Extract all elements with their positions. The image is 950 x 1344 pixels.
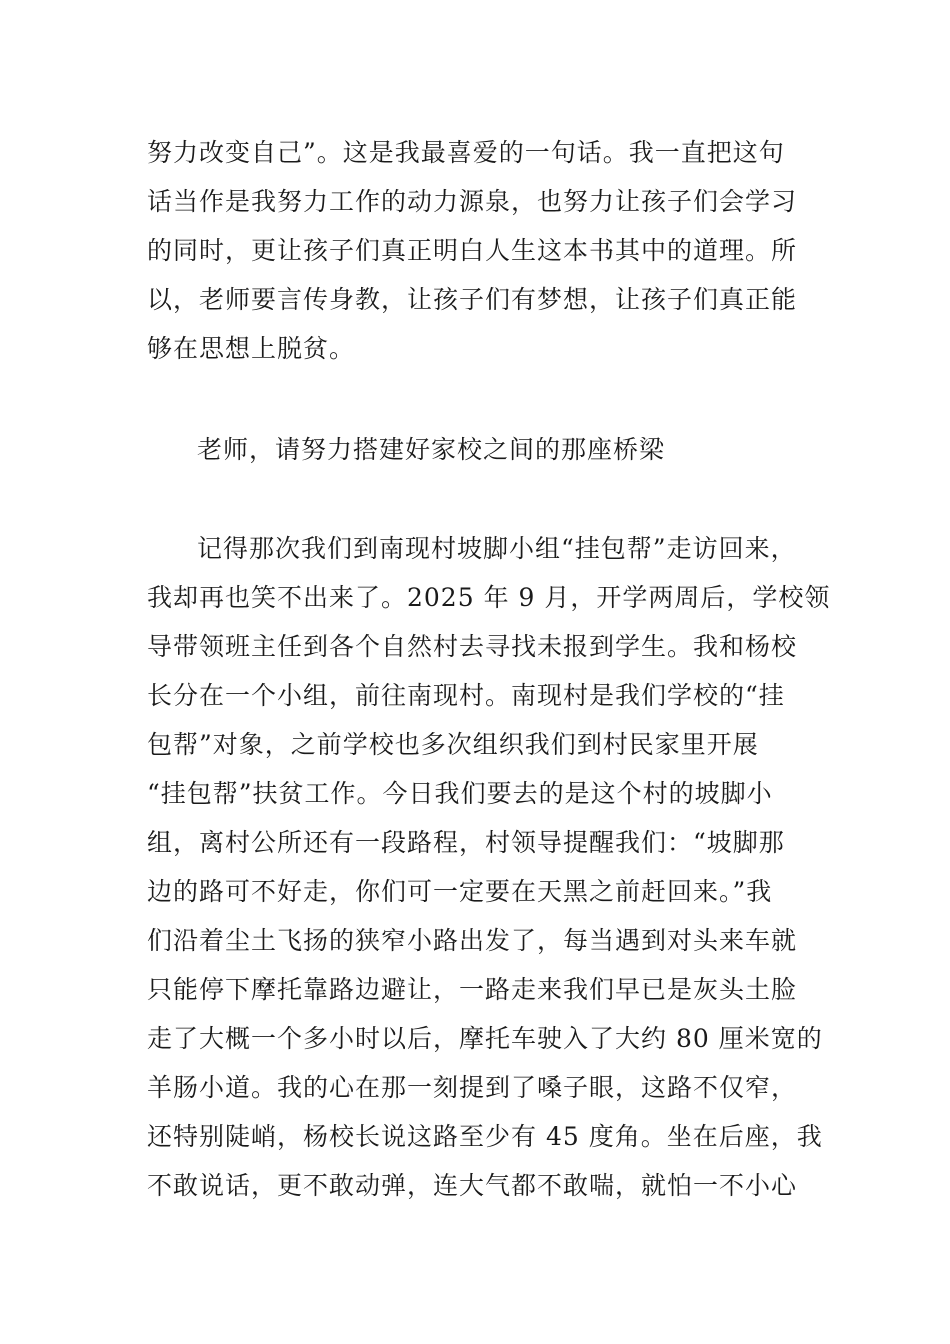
section-heading [147, 425, 817, 474]
text-line: 的同时，更让孩子们真正明白人生这本书其中的道理。所 [147, 236, 798, 265]
text-line: 边的路可不好走，你们可一定要在天黑之前赶回来。”我 [147, 877, 773, 906]
text-line: 羊肠小道。我的心在那一刻提到了嗓子眼，这路不仅窄， [147, 1073, 798, 1102]
text-line: 努力改变自己”。这是我最喜爱的一句话。我一直把这句 [147, 138, 785, 167]
text-line: 包帮”对象，之前学校也多次组织我们到村民家里开展 [147, 730, 759, 759]
text-line: “挂包帮”扶贫工作。今日我们要去的是这个村的坡脚小 [147, 779, 773, 808]
text-line: 长分在一个小组，前往南现村。南现村是我们学校的“挂 [147, 681, 785, 710]
text-line: 够在思想上脱贫。 [147, 334, 356, 363]
text-line: 记得那次我们到南现村坡脚小组“挂包帮”走访回来， [197, 534, 797, 563]
text-line: 组，离村公所还有一段路程，村领导提醒我们：“坡脚那 [147, 828, 785, 857]
text-line: 不敢说话，更不敢动弹，连大气都不敢喘，就怕一不小心 [147, 1171, 798, 1200]
text-line: 还特别陡峭，杨校长说这路至少有 45 度角。坐在后座，我 [147, 1122, 823, 1151]
text-line: 话当作是我努力工作的动力源泉，也努力让孩子们会学习 [147, 187, 798, 216]
paragraph-story [147, 524, 831, 1210]
text-line: 以，老师要言传身教，让孩子们有梦想，让孩子们真正能 [147, 285, 798, 314]
text-line: 走了大概一个多小时以后，摩托车驶入了大约 80 厘米宽的 [147, 1024, 823, 1053]
text-line: 只能停下摩托靠路边避让，一路走来我们早已是灰头土脸 [147, 975, 798, 1004]
text-line: 我却再也笑不出来了。2025 年 9 月，开学两周后，学校领 [147, 583, 831, 612]
paragraph-closing [147, 128, 817, 373]
text-line: 导带领班主任到各个自然村去寻找未报到学生。我和杨校 [147, 632, 798, 661]
heading-text: 老师，请努力搭建好家校之间的那座桥梁 [197, 435, 666, 464]
text-line: 们沿着尘土飞扬的狭窄小路出发了，每当遇到对头来车就 [147, 926, 798, 955]
